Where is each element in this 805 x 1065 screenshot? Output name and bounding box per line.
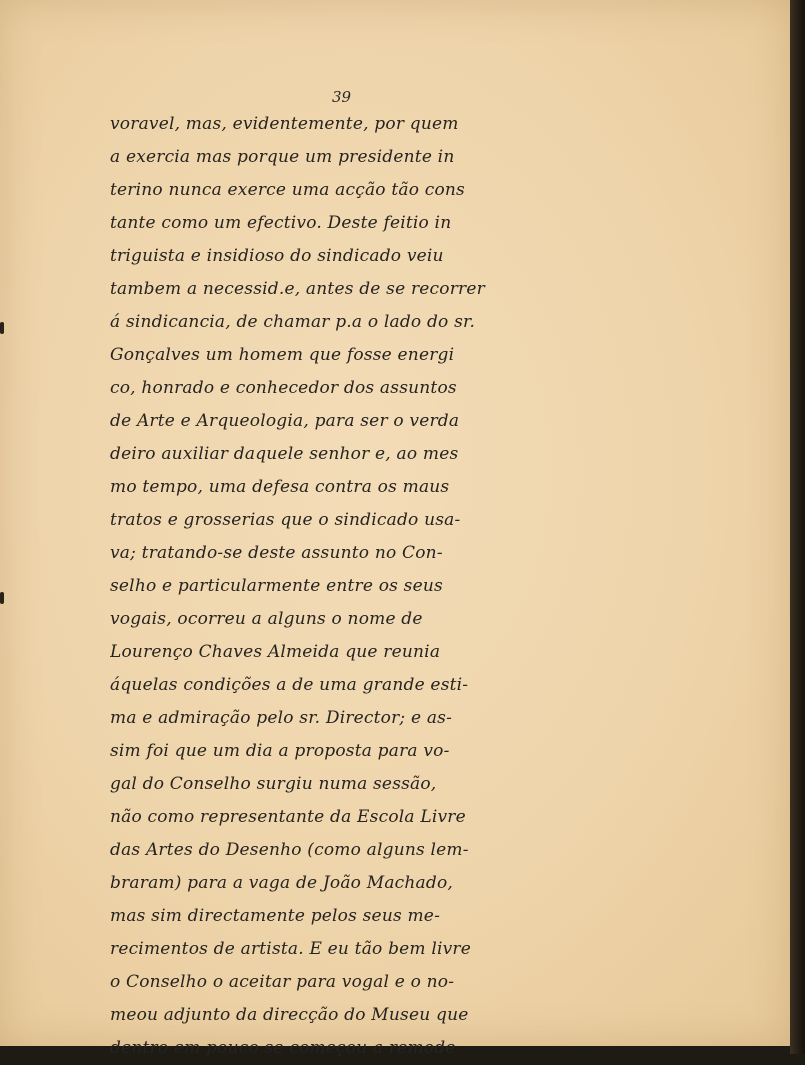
text-line: Gonçalves um homem que fosse energi	[110, 345, 455, 365]
text-line: tratos e grosserias que o sindicado usa-	[110, 510, 461, 530]
binding-mark	[0, 322, 4, 334]
text-line: va; tratando-se deste assunto no Con-	[110, 543, 443, 563]
text-line: á sindicancia, de chamar p.a o lado do sr.	[110, 312, 476, 332]
text-line: ma e admiração pelo sr. Director; e as-	[110, 708, 453, 728]
text-line: triguista e insidioso do sindicado veiu	[110, 246, 444, 266]
text-line: áquelas condições a de uma grande esti-	[110, 675, 469, 695]
text-line: meou adjunto da direcção do Museu que	[110, 1005, 469, 1025]
text-line: Lourenço Chaves Almeida que reunia	[110, 642, 441, 662]
text-line: dentro em pouco se começou a remode	[110, 1038, 456, 1058]
text-line: co, honrado e conhecedor dos assuntos	[110, 378, 457, 398]
text-line: não como representante da Escola Livre	[110, 807, 466, 827]
book-edge	[790, 0, 805, 1054]
text-line: tante como um efectivo. Deste feitio in	[110, 213, 452, 233]
text-line: a exercia mas porque um presidente in	[110, 147, 455, 167]
page-number: 39	[332, 88, 352, 106]
text-line: sim foi que um dia a proposta para vo-	[110, 741, 450, 761]
text-line: terino nunca exerce uma acção tão cons	[110, 180, 465, 200]
text-line: voravel, mas, evidentemente, por quem	[110, 114, 459, 134]
text-line: mas sim directamente pelos seus me-	[110, 906, 441, 926]
text-line: tambem a necessid.e, antes de se recorrer	[110, 279, 485, 299]
text-line: mo tempo, uma defesa contra os maus	[110, 477, 450, 497]
text-line: de Arte e Arqueologia, para ser o verda	[110, 411, 460, 431]
text-line: o Conselho o aceitar para vogal e o no-	[110, 972, 455, 992]
text-line: deiro auxiliar daquele senhor e, ao mes	[110, 444, 459, 464]
text-line: vogais, ocorreu a alguns o nome de	[110, 609, 423, 629]
text-line: das Artes do Desenho (como alguns lem-	[110, 840, 469, 860]
text-line: braram) para a vaga de João Machado,	[110, 873, 453, 893]
binding-mark	[0, 592, 4, 604]
handwritten-text	[110, 108, 595, 1065]
text-line: selho e particularmente entre os seus	[110, 576, 443, 596]
text-line: gal do Conselho surgiu numa sessão,	[110, 774, 437, 794]
text-line: recimentos de artista. E eu tão bem livre	[110, 939, 472, 959]
